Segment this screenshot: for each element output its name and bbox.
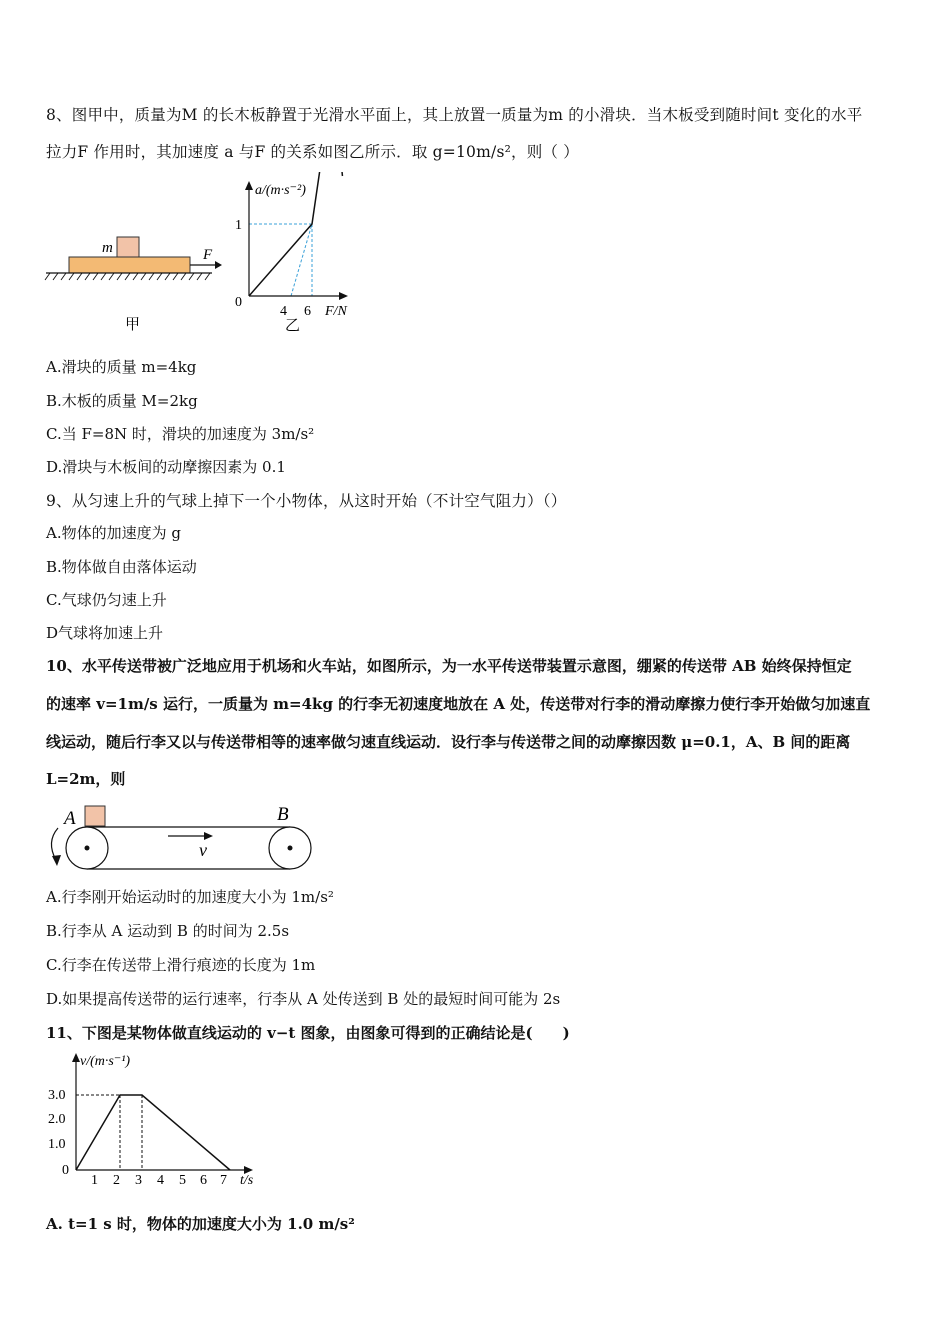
rotation-arrow-icon: [51, 828, 58, 860]
left-roller-axle: [85, 846, 90, 851]
q11-stem: 11、下图是某物体做直线运动的 v−t 图象，由图象可得到的正确结论是( ): [46, 1024, 570, 1042]
slider-block: [117, 237, 139, 257]
q10-stem-line2: 的速率 v=1m/s 运行，一质量为 m=4kg 的行李无初速度地放在 A 处，传送带对行李的滑动摩擦力使行李开始做匀加速直: [46, 695, 871, 713]
mass-label: m: [102, 240, 113, 256]
q10-stem-line3: 线运动，随后行李又以与传送带相等的速率做匀速直线运动．设行李与传送带之间的动摩擦因数 μ=0.1，A、B 间的距离: [46, 733, 851, 751]
luggage-block: [85, 806, 105, 826]
y-tick-label: 3.0: [48, 1088, 66, 1103]
q8-option-a: A.滑块的质量 m=4kg: [46, 358, 197, 376]
q8-option-b: B.木板的质量 M=2kg: [46, 392, 198, 410]
x-tick-label: 2: [113, 1173, 120, 1188]
q10-conveyor-figure: [36, 798, 326, 878]
y-axis-label: v/(m·s⁻¹): [80, 1054, 131, 1069]
y-tick-label: 1.0: [48, 1137, 66, 1152]
y-axis-label: a/(m·s⁻²): [255, 183, 306, 198]
y-tick-label: 1: [235, 218, 242, 233]
y-axis-arrow: [72, 1053, 80, 1062]
q8-figure-jia: [40, 225, 230, 340]
q8-option-c: C.当 F=8N 时，滑块的加速度为 3m/s²: [46, 425, 315, 443]
rotation-arrow-head: [52, 855, 61, 866]
force-label: F: [203, 247, 213, 263]
series-line-v-vs-t: [76, 1095, 230, 1170]
x-tick-label: 4: [280, 304, 287, 319]
x-tick-label: 7: [220, 1173, 227, 1188]
q8-figure-yi-chart: [225, 172, 365, 334]
q10-option-a: A.行李刚开始运动时的加速度大小为 1m/s²: [46, 888, 334, 906]
x-axis-label: F/N: [325, 304, 347, 319]
q10-stem-line1: 10、水平传送带被广泛地应用于机场和火车站，如图所示，为一水平传送带装置示意图，绷紧的传送带 AB 始终保持恒定: [46, 657, 852, 675]
caption-yi: 乙: [285, 318, 301, 334]
x-tick-label: 3: [135, 1173, 142, 1188]
x-tick-label: 6: [304, 304, 311, 319]
long-board: [69, 257, 190, 273]
q10-stem-line4: L=2m，则: [46, 770, 126, 788]
caption-jia: 甲: [125, 317, 141, 333]
ground-hatch: [45, 273, 210, 280]
q8-option-d: D.滑块与木板间的动摩擦因素为 0.1: [46, 458, 286, 476]
y-axis-arrow: [245, 181, 253, 190]
q8-stem-line1: 8、图甲中，质量为M 的长木板静置于光滑水平面上，其上放置一质量为m 的小滑块．当木板受到随时间t 变化的水平: [46, 106, 863, 124]
q11-option-a: A. t=1 s 时，物体的加速度大小为 1.0 m/s²: [46, 1215, 355, 1233]
force-arrow-head: [215, 261, 222, 269]
origin-label: 0: [235, 295, 242, 310]
x-tick-label: 4: [157, 1173, 164, 1188]
q9-stem: 9、从匀速上升的气球上掉下一个小物体，从这时开始（不计空气阻力）（）: [46, 492, 567, 510]
label-b: B: [277, 804, 289, 825]
q11-vt-chart: [40, 1048, 270, 1198]
y-tick-label: 2.0: [48, 1112, 66, 1127]
q9-option-a: A.物体的加速度为 g: [46, 524, 181, 542]
q10-option-c: C.行李在传送带上滑行痕迹的长度为 1m: [46, 956, 316, 974]
label-a: A: [64, 808, 76, 829]
x-tick-label: 5: [179, 1173, 186, 1188]
origin-label: 0: [62, 1163, 69, 1178]
q10-option-b: B.行李从 A 运动到 B 的时间为 2.5s: [46, 922, 290, 940]
x-tick-label: 1: [91, 1173, 98, 1188]
x-axis-label: t/s: [240, 1173, 254, 1188]
q9-option-d: D气球将加速上升: [46, 624, 164, 642]
right-roller-axle: [288, 846, 293, 851]
x-axis-arrow: [339, 292, 348, 300]
q8-stem-line2: 拉力F 作用时，其加速度 a 与F 的关系如图乙所示．取 g=10m/s²，则（ ）: [46, 143, 579, 161]
velocity-arrow-head: [204, 832, 213, 840]
q9-option-c: C.气球仍匀速上升: [46, 591, 167, 609]
label-v: v: [199, 840, 207, 860]
guide-dashed-slope: [291, 224, 312, 296]
q9-option-b: B.物体做自由落体运动: [46, 558, 197, 576]
q10-option-d: D.如果提高传送带的运行速率，行李从 A 处传送到 B 处的最短时间可能为 2s: [46, 990, 561, 1008]
x-tick-label: 6: [200, 1173, 207, 1188]
